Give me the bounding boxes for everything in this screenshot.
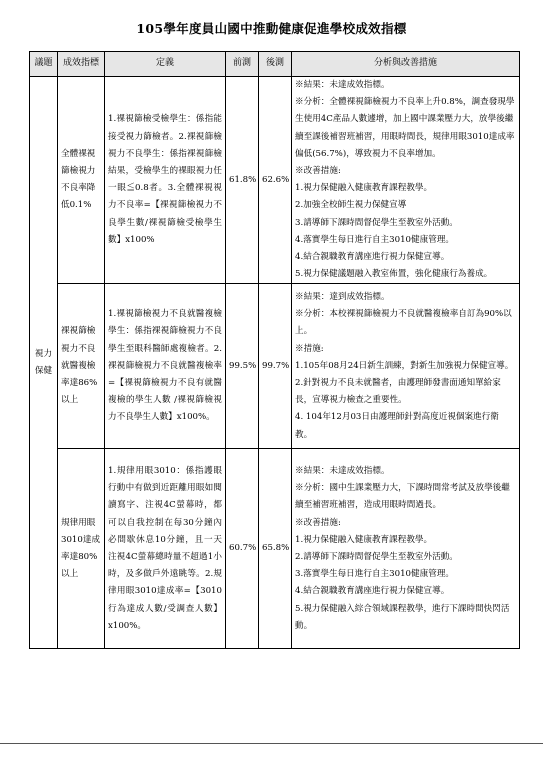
posttest-cell: 62.6%: [259, 77, 292, 284]
analysis-cell: [292, 449, 520, 649]
indicator-cell: 裸視篩檢視力不良就醫複檢率達86%以上: [58, 284, 105, 449]
analysis-line: ※結果：未達成效指標。: [295, 80, 390, 90]
posttest-cell: 65.8%: [259, 449, 292, 649]
header-analysis: 分析與改善措施: [292, 52, 520, 77]
definition-cell: 1.規律用眼3010：係指護眼行動中有做到近距離用眼如閱讀寫字、注視4C螢幕時，都可以自我控制在每30分鐘內必間歇休息10分鐘，且一天注視4C螢幕總時量不超過1小時，及多做戶外遠眺等。2.規律用眼3010達成率=【3010行為達成人數/受調查人數】x100%。: [105, 449, 226, 649]
document-title: 105學年度員山國中推動健康促進學校成效指標: [136, 21, 407, 36]
analysis-line: 4.落實學生每日進行自主3010健康管理。: [295, 234, 454, 245]
analysis-line: ※分析：全體裸視篩檢視力不良率上升0.8%，調查發現學生使用4C產品人數遽增，加上國中課業壓力大，放學後繼續至課後補習班補習，用眼時間長，規律用眼3010達成率偏低(56.7%)，導致視力不良率增加。: [295, 97, 515, 159]
analysis-line: 1.視力保健融入健康教育課程教學。: [295, 183, 433, 194]
analysis-line: 5.視力保健融入綜合領域課程教學，進行下課時間快閃活動。: [295, 603, 510, 631]
definition-cell: 1.裸視篩檢受檢學生：係指能接受視力篩檢者。2.裸視篩檢視力不良學生：係指裸視篩檢結果，受檢學生的裸眼視力任一眼≦0.8者。3.全體裸視視力不良率=【裸視篩檢視力不良學生數/裸視篩檢受檢學生數】x100%: [105, 77, 226, 284]
analysis-line: 3.請導師下課時間督促學生至教室外活動。: [295, 217, 458, 228]
analysis-line: 1.105年08月24日新生訓練，對新生加強視力保健宣導。: [295, 360, 514, 371]
analysis-line: 4.結合親職教育講座進行視力保健宣導。: [295, 586, 450, 597]
analysis-line: ※結果：未達成效指標。: [295, 465, 390, 476]
topic-cell: 視力保健: [30, 77, 58, 649]
indicator-cell: 全體裸視篩檢視力不良率降低0.1%: [58, 77, 105, 284]
indicator-cell: 規律用眼3010達成率達80%以上: [58, 449, 105, 649]
analysis-line: ※分析：國中生課業壓力大，下課時間常考試及放學後繼續至補習班補習，造成用眼時間過長。: [295, 483, 510, 511]
header-indicator: 成效指標: [58, 52, 105, 77]
analysis-line: 2.加強全校師生視力保健宣導: [295, 200, 407, 211]
header-definition: 定義: [105, 52, 226, 77]
indicator-table: [29, 51, 520, 649]
analysis-line: 4.結合親職教育講座進行視力保健宣導。: [295, 252, 450, 263]
analysis-line: ※措施:: [295, 343, 324, 354]
pretest-cell: 99.5%: [226, 284, 259, 449]
analysis-cell: [292, 77, 520, 284]
analysis-cell: [292, 284, 520, 449]
table-header-row: [30, 52, 520, 77]
table-row: [30, 77, 520, 284]
header-posttest: 後測: [259, 52, 292, 77]
header-pretest: 前測: [226, 52, 259, 77]
analysis-line: ※分析：本校裸視篩檢視力不良就醫複檢率自訂為90%以上。: [295, 309, 512, 337]
table-row: [30, 449, 520, 649]
analysis-line: 1.視力保健融入健康教育課程教學。: [295, 534, 433, 545]
pretest-cell: 61.8%: [226, 77, 259, 284]
analysis-line: 3.落實學生每日進行自主3010健康管理。: [295, 569, 454, 580]
posttest-cell: 99.7%: [259, 284, 292, 449]
analysis-line: 2.針對視力不良未就醫者，由護理師發書面通知單給家長，宣導視力檢查之重要性。: [295, 378, 501, 406]
analysis-line: 4. 104年12月03日由護理師針對高度近視個案進行衛教。: [295, 412, 499, 440]
analysis-line: 5.視力保健議題融入教室佈置，強化健康行為養成。: [295, 269, 493, 280]
header-topic: 議題: [30, 52, 58, 77]
analysis-line: ※改善措施:: [295, 517, 341, 528]
analysis-line: ※結果：達到成效指標。: [295, 292, 390, 303]
analysis-line: 2.請導師下課時間督促學生至教室外活動。: [295, 551, 458, 562]
pretest-cell: 60.7%: [226, 449, 259, 649]
page-footer-rule: [0, 743, 543, 744]
table-row: [30, 284, 520, 449]
analysis-line: ※改善措施:: [295, 166, 341, 177]
definition-cell: 1.裸視篩檢視力不良就醫複檢學生：係指裸視篩檢視力不良學生至眼科醫師處複檢者。2.裸視篩檢視力不良就醫複檢率=【裸視篩檢視力不良有就醫複檢的學生人數 /裸視篩檢視力不良學生人數】x100%。: [105, 284, 226, 449]
